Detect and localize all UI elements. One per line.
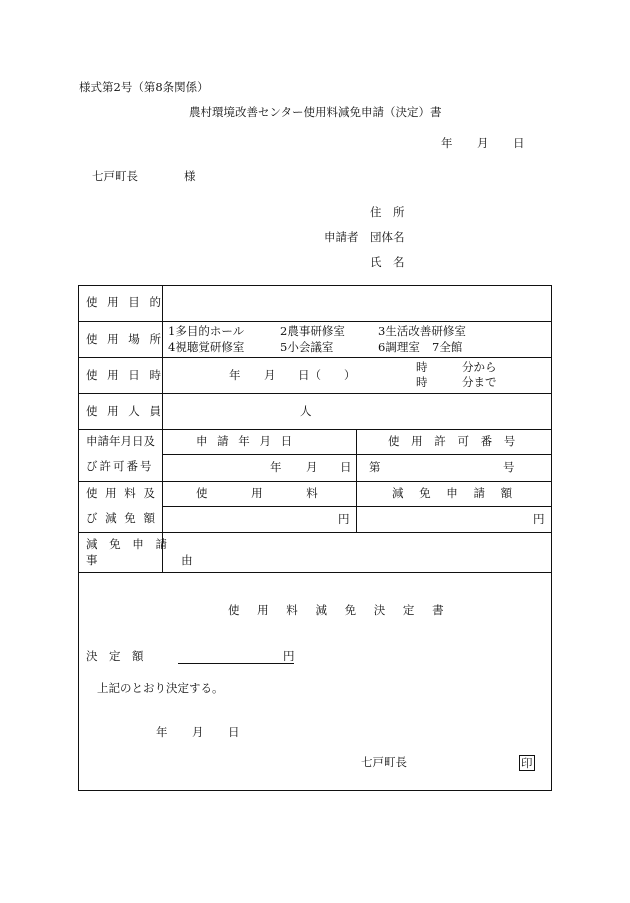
apply-label-line2: び許可番号 — [86, 459, 154, 473]
seal-stamp — [519, 755, 535, 771]
addressee: 七戸町長 — [92, 169, 138, 183]
form-number: 様式第2号（第8条関係） — [79, 80, 209, 94]
decision-date-day: 日 — [228, 725, 240, 739]
decision-title: 使 用 料 減 免 決 定 書 — [228, 603, 451, 617]
time-to-minute: 分まで — [462, 375, 497, 389]
header-date-day: 日 — [513, 136, 525, 150]
apply-date-header: 申 請 年 月 日 — [196, 434, 296, 448]
reduction-unit: 円 — [533, 512, 545, 526]
persons-label: 使 用 人 員 — [86, 404, 164, 418]
form-title: 農村環境改善センター使用料減免申請（決定）書 — [189, 105, 442, 119]
header-date-month: 月 — [477, 136, 489, 150]
apply-date-year: 年 — [270, 460, 282, 474]
decision-amount-field[interactable] — [178, 649, 294, 664]
applicant-label: 申請者 — [324, 230, 359, 244]
persons-unit: 人 — [300, 404, 312, 418]
applicant-address-label: 住 所 — [370, 205, 405, 219]
room-option-3[interactable]: 3生活改善研修室 — [378, 324, 466, 338]
purpose-label: 使 用 目 的 — [86, 295, 164, 309]
room-option-1[interactable]: 1多目的ホール — [168, 324, 245, 338]
decision-date-year: 年 — [156, 725, 168, 739]
reason-label-line2: 事 由 — [86, 553, 233, 567]
permit-suffix: 号 — [503, 460, 515, 474]
apply-date-day: 日 — [340, 460, 352, 474]
decision-amount-unit: 円 — [283, 649, 295, 663]
room-option-5[interactable]: 5小会議室 — [280, 340, 334, 354]
use-date-day: 日（ ） — [298, 368, 356, 382]
addressee-suffix: 様 — [184, 169, 196, 183]
time-from-minute: 分から — [462, 360, 497, 374]
header-date-year: 年 — [441, 136, 453, 150]
decision-signer: 七戸町長 — [361, 755, 407, 769]
room-option-7[interactable]: 7全館 — [432, 340, 463, 354]
permit-prefix: 第 — [369, 460, 381, 474]
seal-text: 印 — [521, 756, 533, 770]
applicant-group-label: 団体名 — [370, 230, 405, 244]
datetime-label: 使 用 日 時 — [86, 368, 164, 382]
reduction-header: 減 免 申 請 額 — [392, 486, 519, 500]
permit-number-header: 使 用 許 可 番 号 — [388, 434, 520, 448]
fee-label-line2: び 減 免 額 — [86, 511, 157, 525]
use-date-month: 月 — [264, 368, 276, 382]
fee-unit: 円 — [338, 512, 350, 526]
apply-date-month: 月 — [306, 460, 318, 474]
decision-amount-label: 決 定 額 — [86, 649, 144, 663]
time-from-hour: 時 — [416, 360, 428, 374]
decision-date-month: 月 — [192, 725, 204, 739]
purpose-field[interactable] — [164, 287, 550, 320]
decision-statement: 上記のとおり決定する。 — [97, 681, 224, 695]
room-option-6[interactable]: 6調理室 — [378, 340, 420, 354]
time-to-hour: 時 — [416, 375, 428, 389]
applicant-name-label: 氏 名 — [370, 255, 405, 269]
use-date-year: 年 — [229, 368, 241, 382]
reason-label-line1: 減 免 申 請 — [86, 537, 171, 551]
room-option-4[interactable]: 4視聴覚研修室 — [168, 340, 245, 354]
apply-label-line1: 申請年月日及 — [86, 434, 155, 448]
fee-label-line1: 使 用 料 及 — [86, 486, 157, 500]
room-option-2[interactable]: 2農事研修室 — [280, 324, 345, 338]
fee-header: 使 用 料 — [196, 486, 338, 500]
place-label: 使 用 場 所 — [86, 332, 164, 346]
reason-field[interactable] — [164, 534, 550, 571]
